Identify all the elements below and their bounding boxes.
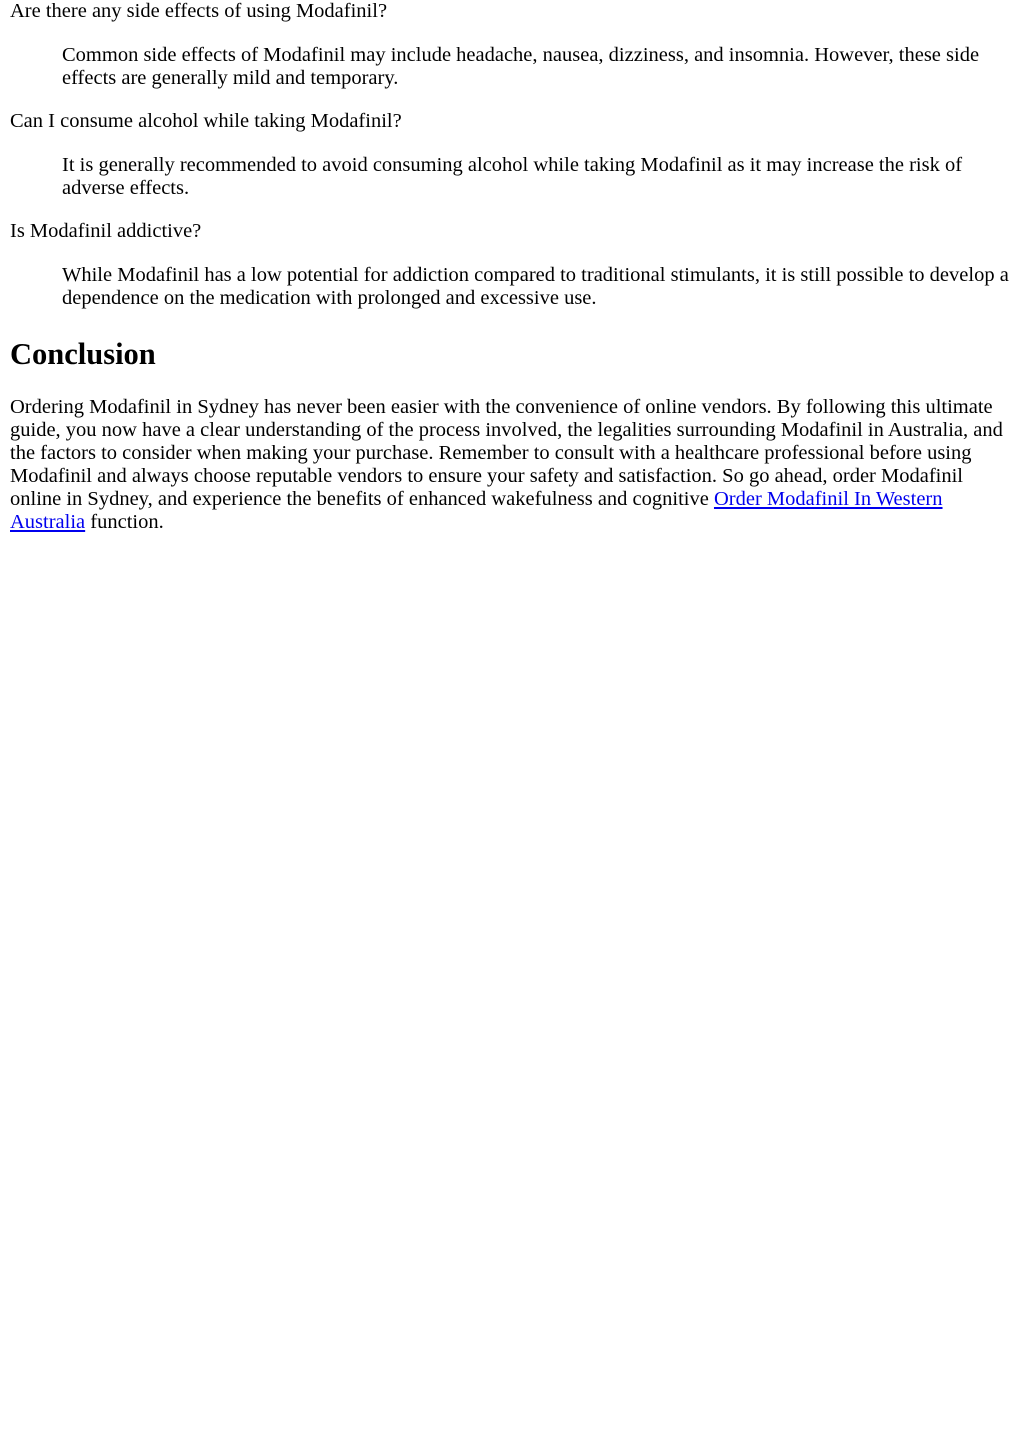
faq-answer: Common side effects of Modafinil may include headache, nausea, dizziness, and insomnia. However, these side effects are generally mild and temporary. <box>62 44 980 89</box>
conclusion-text-before-link: Ordering Modafinil in Sydney has never been easier with the convenience of online vendors. By following this ultimate guide, you now have a clear understanding of the process involved, the legalities surrounding Modafinil in Australia, and the factors to consider when making your purchase. Remember to consult with a healthcare professional before using Modafinil and always choose reputable vendors to ensure your safety and satisfaction. So go ahead, order Modafinil online in Sydney, and experience the benefits of enhanced wakefulness and cognitive <box>10 396 1003 510</box>
faq-answer: It is generally recommended to avoid consuming alcohol while taking Modafinil as it may increase the risk of adverse effects. <box>62 154 963 199</box>
document-page <box>0 0 1024 534</box>
faq-question: Can I consume alcohol while taking Modafinil? <box>10 110 402 132</box>
conclusion-paragraph <box>10 396 1014 534</box>
conclusion-heading: Conclusion <box>10 337 156 371</box>
conclusion-text-after-link: function. <box>85 511 164 533</box>
order-modafinil-western-australia-link[interactable]: Order Modafinil In Western Australia <box>10 488 943 533</box>
faq-section <box>10 0 1014 310</box>
faq-answer: While Modafinil has a low potential for addiction compared to traditional stimulants, it is still possible to develop a dependence on the medication with prolonged and excessive use. <box>62 264 1009 309</box>
faq-question: Is Modafinil addictive? <box>10 220 202 242</box>
faq-question: Are there any side effects of using Modafinil? <box>10 0 388 22</box>
